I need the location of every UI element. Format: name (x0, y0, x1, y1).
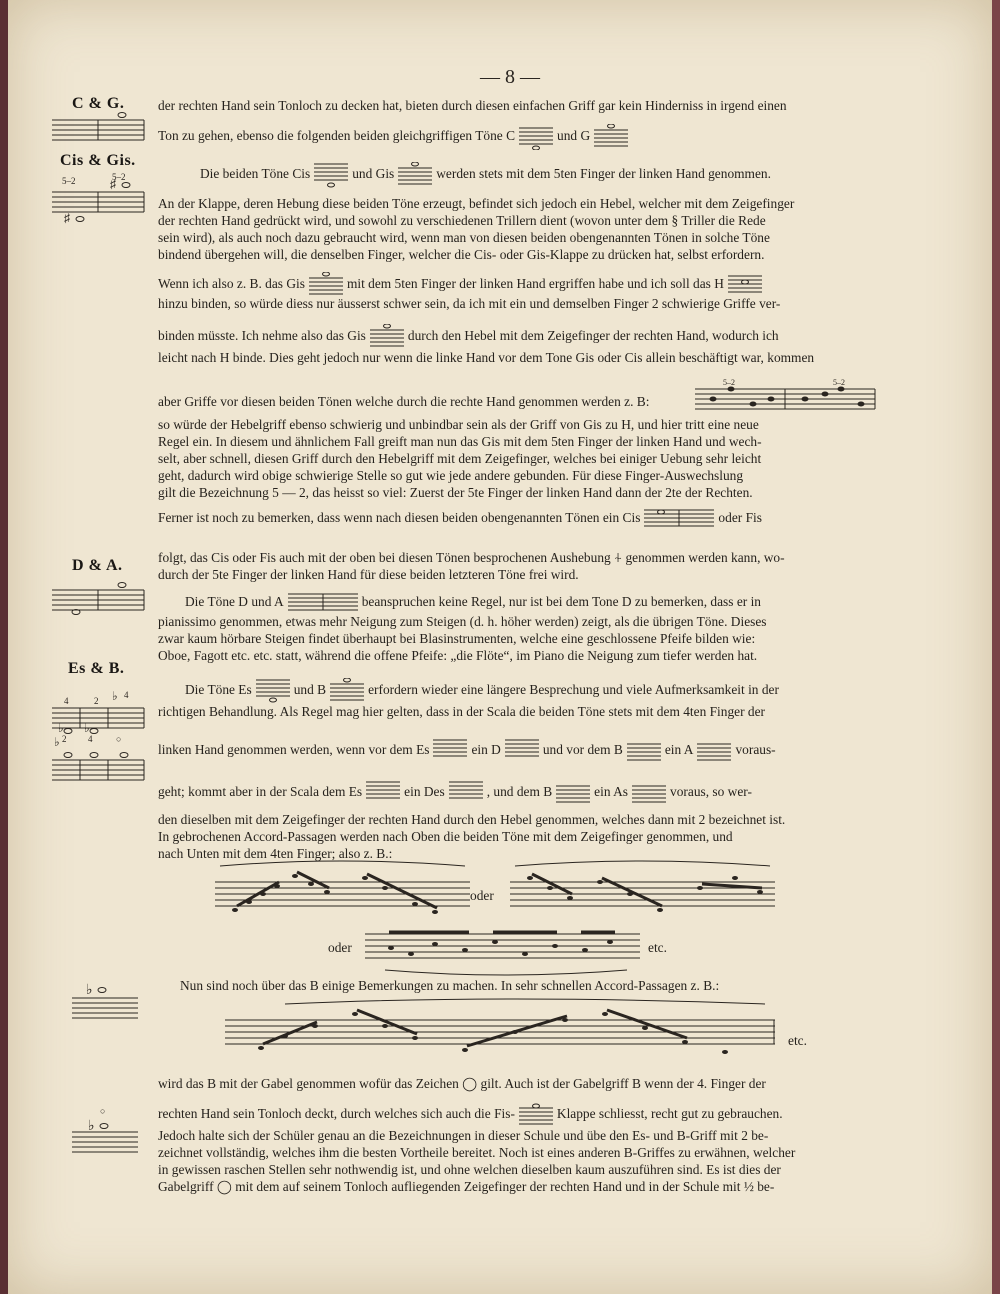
inline-staff-cis-fis (644, 506, 714, 532)
text-line-8-part-2: mit dem 5ten Finger der linken Hand ergriffen habe und ich soll das H (346, 276, 724, 292)
text-line-21 (185, 590, 905, 616)
svg-text:♯: ♯ (64, 211, 70, 225)
svg-text:○: ○ (100, 1106, 106, 1116)
text-line-10 (158, 324, 878, 350)
text-line-27-part-5: voraus- (735, 742, 776, 758)
side-label-d-a: D & A. (72, 557, 123, 574)
text-line-25-part-3: erfordern wieder eine längere Besprechung und viele Aufmerksamkeit in der (368, 682, 779, 698)
text-line-27-part-2: ein D (471, 742, 501, 758)
staff-cis-gis (52, 172, 147, 228)
text-line-28-part-5: voraus, so wer- (670, 784, 752, 800)
staff-d-a (52, 582, 147, 618)
text-line-28-part-1: geht; kommt aber in der Scala dem Es (158, 784, 363, 800)
text-line-28 (158, 780, 878, 806)
inline-staff-es-3 (366, 780, 400, 806)
text-line-3-part-2: und Gis (352, 166, 395, 182)
music-passage-3 (365, 920, 645, 976)
text-line-27-part-4: ein A (664, 742, 694, 758)
svg-text:2: 2 (94, 696, 99, 706)
text-line-21-part-1: Die Töne D und A (185, 594, 284, 610)
svg-text:♭: ♭ (86, 983, 93, 998)
svg-text:4: 4 (64, 696, 69, 706)
book-spine (0, 0, 8, 1294)
staff-b-flat-2 (72, 1098, 142, 1156)
oder-label-2: oder (328, 940, 352, 955)
svg-text:♭: ♭ (88, 1119, 95, 1134)
svg-text:4: 4 (124, 690, 129, 700)
text-line-28-part-3: , und dem B (486, 784, 553, 800)
text-line-13: so würde der Hebelgriff ebenso schwierig und unbindbar sein als der Griff von Gis zu H, und hier tritt eine neue (158, 417, 759, 432)
text-line-7: bindend übergehen will, die denselben Finger, welcher die Cis- oder Gis-Klappe zu drücken hat, selbst erfordern. (158, 247, 765, 262)
svg-text:♭: ♭ (84, 721, 90, 735)
text-line-8 (158, 272, 878, 298)
inline-staff-es-2 (433, 738, 467, 764)
text-line-8-part-1: Wenn ich also z. B. das Gis (158, 276, 305, 292)
svg-text:♭: ♭ (54, 735, 60, 749)
text-line-25-part-2: und B (293, 682, 327, 698)
text-line-3 (200, 162, 920, 188)
inline-staff-d-a (288, 590, 358, 616)
text-line-3-part-1: Die beiden Töne Cis (200, 166, 311, 182)
inline-staff-d-2 (505, 738, 539, 764)
text-line-35: Jedoch halte sich der Schüler genau an die Bezeichnungen in dieser Schule und übe den Es- und B-Griff mit 2 be- (158, 1128, 769, 1143)
text-line-29: den dieselben mit dem Zeigefinger der rechten Hand durch den Hebel genommen, welches dann mit 2 bezeichnet ist. (158, 812, 786, 827)
oder-label-1: oder (470, 888, 494, 903)
staff-es-b (52, 688, 147, 788)
svg-text:♯: ♯ (110, 177, 116, 191)
text-line-30: In gebrochenen Accord-Passagen werden nach Oben die beiden Töne mit dem Zeigefinger genommen, und (158, 829, 733, 844)
inline-staff-g (594, 124, 628, 150)
inline-staff-fis (519, 1102, 553, 1128)
text-line-37: in gewissen raschen Stellen sehr nothwendig ist, und ohne welchen dieselben kaum auszuführen sind. Es ist dies der (158, 1162, 781, 1177)
text-line-25 (185, 678, 905, 704)
inline-staff-gis (398, 162, 432, 188)
svg-text:2: 2 (62, 734, 67, 744)
side-label-c-g: C & G. (72, 95, 125, 112)
text-line-22: pianissimo genommen, etwas mehr Neigung zum Steigen (d. h. höher werden) zeigt, als die übrigen Töne. Dieses (158, 614, 767, 629)
text-line-27 (158, 738, 878, 764)
inline-staff-a-2 (697, 738, 731, 764)
text-line-12: aber Griffe vor diesen beiden Tönen welche durch die rechte Hand genommen werden z. B: (158, 394, 650, 409)
text-line-28-part-4: ein As (594, 784, 629, 800)
inline-staff-as (632, 780, 666, 806)
text-line-3-part-3: werden stets mit dem 5ten Finger der linken Hand genommen. (436, 166, 771, 182)
text-line-18-part-1: Ferner ist noch zu bemerken, dass wenn nach diesen beiden obengenannten Tönen ein Cis (158, 510, 641, 526)
text-line-18-part-2: oder Fis (718, 510, 762, 526)
page-number: — 8 — (480, 66, 540, 88)
svg-text:5–2: 5–2 (62, 176, 76, 186)
text-line-26: richtigen Behandlung. Als Regel mag hier gelten, dass in der Scala die beiden Töne stets mit dem 4ten Finger der (158, 704, 766, 719)
text-line-21-part-2: beanspruchen keine Regel, nur ist bei dem Tone D zu bemerken, dass er in (361, 594, 761, 610)
music-example-gis-h (695, 375, 880, 417)
music-passage-4 (225, 998, 780, 1068)
inline-staff-cis (314, 162, 348, 188)
text-line-19: folgt, das Cis oder Fis auch mit der oben bei diesen Tönen besprochenen Aushebung ⍭ genommen werden kann, wo- (158, 550, 785, 565)
text-line-31: nach Unten mit dem 4ten Finger; also z. B.: (158, 846, 393, 861)
inline-staff-c (519, 124, 553, 150)
staff-c-g (52, 112, 147, 148)
text-line-14: Regel ein. In diesem und ähnlichem Fall greift man nun das Gis mit dem 5ten Finger der linken Hand und wech- (158, 434, 762, 449)
text-line-1: der rechten Hand sein Tonloch zu decken hat, bieten durch diesen einfachen Griff gar kein Hinderniss in irgend einen (158, 98, 787, 113)
etc-label-1: etc. (648, 940, 667, 955)
music-passage-2 (510, 858, 780, 928)
text-line-34 (158, 1102, 878, 1128)
text-line-20: durch der 5te Finger der linken Hand für diese beiden letzteren Töne frei wird. (158, 567, 579, 582)
text-line-34-part-1: rechten Hand sein Tonloch deckt, durch welches sich auch die Fis- (158, 1106, 515, 1122)
text-line-23: zwar kaum hörbare Steigen findet überhaupt bei Blasinstrumenten, welche eine geschlossene Pfeife bilden wie: (158, 631, 756, 646)
svg-text:5–2: 5–2 (112, 172, 126, 182)
inline-staff-b-2 (627, 738, 661, 764)
inline-staff-des (449, 780, 483, 806)
text-line-25-part-1: Die Töne Es (185, 682, 252, 698)
text-line-10-part-1: binden müsste. Ich nehme also das Gis (158, 328, 366, 344)
text-line-18 (158, 506, 878, 532)
text-line-34-part-2: Klappe schliesst, recht gut zu gebrauchen. (556, 1106, 783, 1122)
text-line-11: leicht nach H binde. Dies geht jedoch nur wenn die linke Hand vor dem Tone Gis oder Cis allein beschäftigt war, kommen (158, 350, 815, 365)
inline-staff-b (330, 678, 364, 704)
text-line-24: Oboe, Fagott etc. etc. statt, während die offene Pfeife: „die Flöte“, im Piano die Neigung zum tiefer werden hat. (158, 648, 758, 663)
side-label-es-b: Es & B. (68, 660, 125, 677)
svg-text:5–2: 5–2 (723, 378, 735, 387)
svg-text:♭: ♭ (112, 689, 118, 703)
text-line-32: Nun sind noch über das B einige Bemerkungen zu machen. In sehr schnellen Accord-Passagen z. B.: (180, 978, 720, 993)
text-line-17: gilt die Bezeichnung 5 — 2, das heisst so viel: Zuerst der 5te Finger der linken Hand dann der 2te der Rechten. (158, 485, 753, 500)
text-line-2-part-2: und G (557, 128, 591, 144)
etc-label-2: etc. (788, 1033, 807, 1048)
text-line-5: der rechten Hand gedrückt wird, und sowohl zu verschiedenen Trillern dient (wovon unter dem § Triller die Rede (158, 213, 766, 228)
text-line-15: selt, aber schnell, diesen Griff durch den Hebelgriff mit dem Zeigefinger, welches bei einiger Uebung sehr leicht (158, 451, 762, 466)
text-line-16: geht, dadurch wird obige schwierige Stelle so gut wie jede andere gebunden. Für diese Finger-Auswechslung (158, 468, 744, 483)
text-line-28-part-2: ein Des (404, 784, 445, 800)
text-line-2-part-1: Ton zu gehen, ebenso die folgenden beiden gleichgriffigen Töne C (158, 128, 516, 144)
svg-text:○: ○ (116, 734, 122, 744)
text-line-27-part-3: und vor dem B (542, 742, 623, 758)
text-line-36: zeichnet vollständig, welches ihm die besten Vortheile bereitet. Noch ist eines anderen B-Griffes zu erwähnen, welcher (158, 1145, 796, 1160)
text-line-33: wird das B mit der Gabel genommen wofür das Zeichen ◯ gilt. Auch ist der Gabelgriff B wenn der 4. Finger der (158, 1076, 766, 1091)
side-label-cis-gis: Cis & Gis. (60, 152, 136, 169)
music-passage-1 (215, 858, 475, 928)
staff-b-flat (72, 978, 142, 1023)
text-line-38: Gabelgriff ◯ mit dem auf seinem Tonloch aufliegenden Zeigefinger der rechten Hand und in der Schule mit ½ be- (158, 1179, 775, 1194)
text-line-9: hinzu binden, so würde diess nur äusserst schwer sein, da ich mit ein und demselben Finger 2 schwierige Griffe ver- (158, 296, 781, 311)
inline-staff-h (728, 272, 762, 298)
text-line-2 (158, 124, 878, 150)
inline-staff-gis-2 (309, 272, 343, 298)
inline-staff-gis-3 (370, 324, 404, 350)
text-line-4: An der Klappe, deren Hebung diese beiden Töne erzeugt, befindet sich jedoch ein Hebel, welcher mit dem Zeigefinger (158, 196, 795, 211)
page (8, 0, 992, 1294)
svg-text:4: 4 (88, 734, 93, 744)
svg-text:♭: ♭ (58, 721, 64, 735)
text-line-27-part-1: linken Hand genommen werden, wenn vor dem Es (158, 742, 430, 758)
svg-text:5–2: 5–2 (833, 378, 845, 387)
inline-staff-es (256, 678, 290, 704)
book-edge (992, 0, 1000, 1294)
text-line-10-part-2: durch den Hebel mit dem Zeigefinger der rechten Hand, wodurch ich (407, 328, 779, 344)
text-line-6: sein wird), als auch noch dazu gebraucht wird, wenn man von diesen beiden obengenannten Tönen in solche Töne (158, 230, 770, 245)
inline-staff-b-3 (556, 780, 590, 806)
